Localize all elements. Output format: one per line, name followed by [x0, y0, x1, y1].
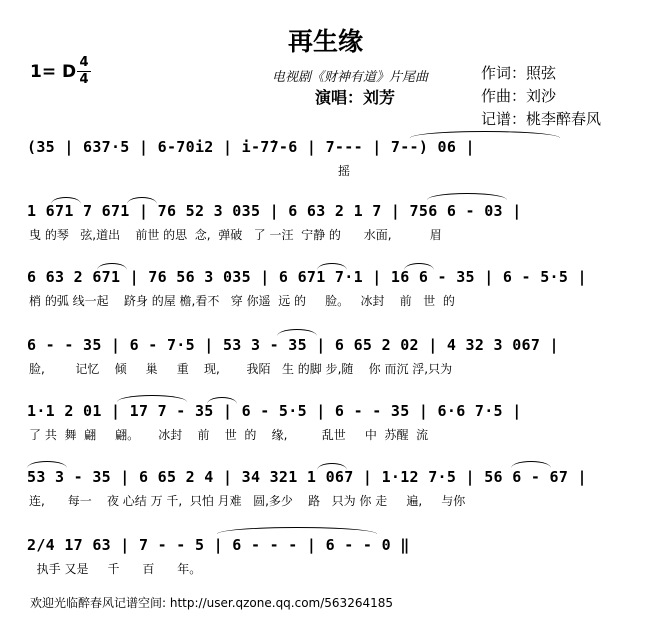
- lyricist: 作词：照弦: [481, 64, 557, 82]
- key-signature: 1= D: [30, 62, 77, 82]
- lyric-line: 脸, 记忆 倾 巢 重 现, 我陌 生 的脚 步,随 你 而沉 浮,只为: [29, 362, 453, 376]
- score-row-2: [27, 199, 627, 265]
- lyric-line: 了 共 舞 翩 翩。 冰封 前 世 的 缘, 乱世 中 苏醒 流: [29, 428, 429, 442]
- lyric-line: 连, 每一 夜 心结 万 千, 只怕 月难 圆,多少 路 只为 你 走 遍, 与你: [29, 494, 466, 508]
- lyric-line: 摇: [29, 164, 350, 178]
- song-title: 再生缘: [287, 27, 363, 56]
- notation-line: 53 3 - 35 | 6 65 2 4 | 34 321 1 067 | 1·12 7·5 | 56 6 - 67 |: [27, 468, 587, 486]
- tie-arc: [511, 461, 551, 468]
- notation-line: (35 | 637·5 | 6-70i2 | i-7̇7-6 | 7--- | 7--) 06 |: [27, 138, 475, 156]
- subtitle: 电视剧《财神有道》片尾曲: [272, 70, 429, 85]
- singer: 演唱：刘芳: [315, 88, 396, 107]
- score-row-3: [27, 265, 627, 331]
- slur-arc: [127, 197, 157, 204]
- tie-arc: [217, 527, 377, 534]
- tie-arc: [117, 395, 187, 402]
- tie-arc: [404, 263, 434, 270]
- lyric-line: 梢 的弧 线一起 跻身 的屋 檐,看不 穿 你遥 远 的 脸。 冰封 前 世 的: [29, 294, 455, 308]
- score-row-1: [27, 135, 627, 201]
- time-signature-top: 4: [79, 55, 89, 70]
- notation-line: 6 63 2 671 | 76 56 3 035 | 6 671 7·1 | 16 6 - 35 | 6 - 5·5 |: [27, 268, 587, 286]
- score-row-5: [27, 399, 627, 465]
- lyric-line: 曳 的琴 弦,道出 前世 的思 念, 弹破 了 一汪 宁静 的 水面, 眉: [29, 228, 442, 242]
- time-signature: [77, 56, 91, 87]
- tie-arc: [427, 193, 507, 200]
- notation-line: 1·1 2 01 | 17 7 - 35 | 6 - 5·5 | 6 - - 35 | 6·6 7·5 |: [27, 402, 522, 420]
- tie-arc: [277, 329, 317, 336]
- notation-line: 2/4 17 63 | 7 - - 5 | 6 - - - | 6 - - 0 ‖: [27, 536, 410, 554]
- slur-arc: [51, 197, 81, 204]
- notation-line: 6 - - 35 | 6 - 7·5 | 53 3 - 35 | 6 65 2 02 | 4 32 3 067 |: [27, 336, 559, 354]
- notation-line: 1 671 7 671 | 76 52 3 035 | 6 63 2 1 7 | 756 6 - 03 |: [27, 202, 522, 220]
- transcriber: 记谱：桃李醉春风: [481, 110, 602, 128]
- tie-arc: [410, 131, 560, 138]
- time-signature-bottom: 4: [79, 72, 89, 87]
- slur-arc: [207, 397, 237, 404]
- score-row-6: [27, 465, 627, 531]
- slur-arc: [317, 263, 347, 270]
- footer-note: 欢迎光临醉春风记谱空间: http://user.qzone.qq.com/563264185: [30, 596, 394, 610]
- composer: 作曲：刘沙: [481, 87, 557, 105]
- score-row-4: [27, 333, 627, 399]
- score-row-7: [27, 533, 627, 599]
- tie-arc: [27, 461, 67, 468]
- slur-arc: [97, 263, 127, 270]
- slur-arc: [317, 463, 347, 470]
- lyric-line: 执手 又是 千 百 年。: [29, 562, 202, 576]
